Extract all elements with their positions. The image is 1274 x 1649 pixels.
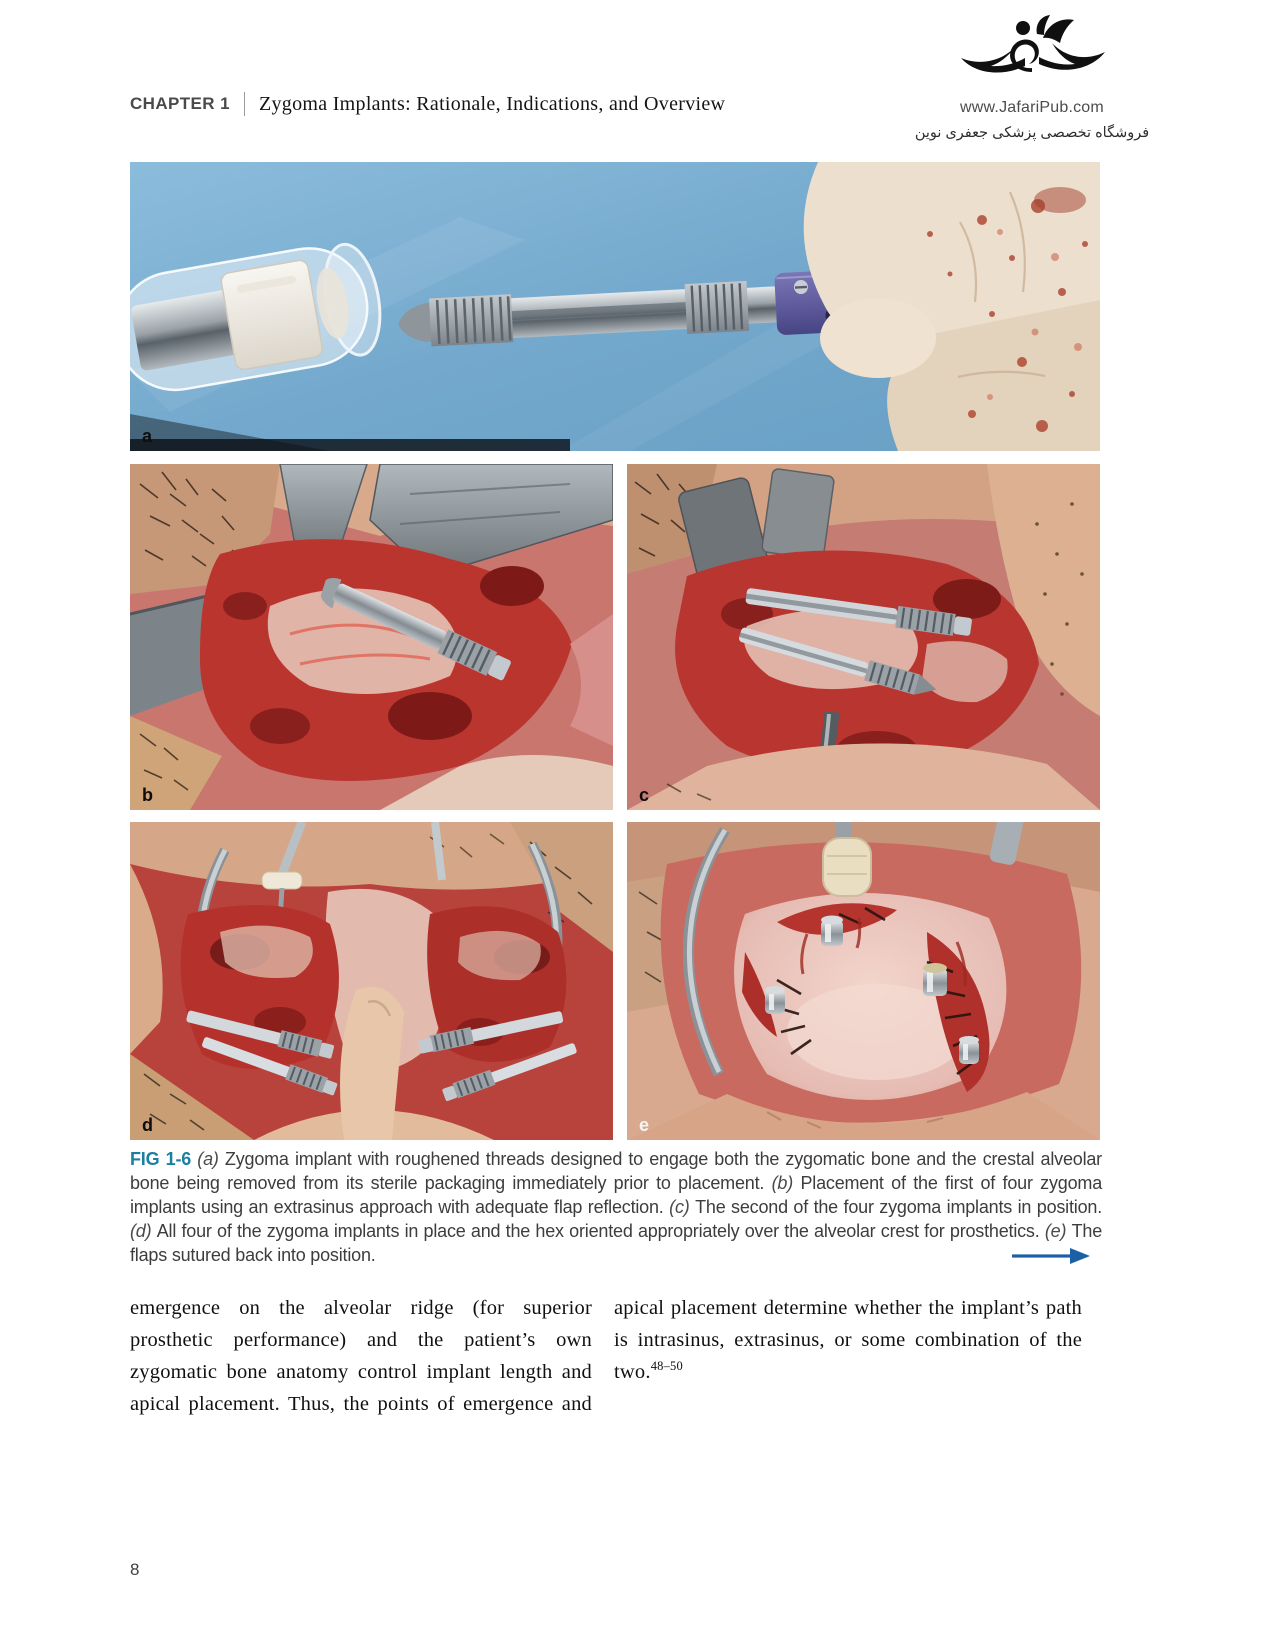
figure-panel-a-photo	[130, 162, 1100, 451]
body-text	[130, 1292, 1082, 1420]
surgery-second-implant-photo	[627, 464, 1100, 810]
caption-seg-c-text: The second of the four zygoma implants in position.	[695, 1197, 1102, 1217]
reference-superscript: 48–50	[650, 1359, 683, 1374]
surgery-sutured-flaps-photo	[627, 822, 1100, 1140]
chapter-header	[130, 92, 725, 116]
publisher-branding	[882, 14, 1182, 141]
figure-panel-e-photo	[627, 822, 1100, 1140]
publisher-url: www.JafariPub.com	[960, 99, 1104, 116]
panel-e-label: e	[639, 1115, 650, 1135]
caption-seg-e: (e)	[1044, 1221, 1072, 1241]
panel-b-label: b	[142, 785, 153, 805]
jafari-logo-icon	[947, 14, 1117, 92]
page-number: 8	[130, 1560, 140, 1579]
panel-d-label: d	[142, 1115, 153, 1135]
header-divider	[244, 92, 245, 116]
body-column-left: emergence on the alveolar ridge (for superior prosthetic performance) and the patient’s own zygomatic bone anatomy control implant length and apical placement. Thus, the points of emergence and	[130, 1297, 592, 1415]
figure-caption	[130, 1147, 1102, 1267]
figure-number: FIG 1-6	[130, 1149, 192, 1169]
body-column-right	[614, 1292, 1082, 1420]
panel-c-label: c	[639, 785, 650, 805]
chapter-title: Zygoma Implants: Rationale, Indications, and Overview	[258, 92, 726, 115]
chapter-label: CHAPTER 1	[130, 94, 230, 113]
panel-a-label: a	[142, 426, 153, 446]
caption-seg-b-text: Placement of the first of four zygoma implants using an extrasinus approach with adequate flap reflection.	[130, 1173, 1102, 1217]
body-column-right-text: apical placement determine whether the implant’s path is intrasinus, extrasinus, or some combination of the two.	[614, 1297, 1082, 1383]
figure-panel-c-photo	[627, 464, 1100, 810]
caption-seg-a-text: Zygoma implant with roughened threads designed to engage both the zygomatic bone and the crestal alveolar bone being removed from its sterile packaging immediately prior to placement.	[130, 1149, 1102, 1193]
caption-seg-d-text: All four of the zygoma implants in place and the hex oriented appropriately over the alveolar crest for prosthetics.	[156, 1221, 1045, 1241]
implant-packaging-photo	[130, 162, 1100, 451]
caption-seg-e-text: The flaps sutured back into position.	[130, 1221, 1103, 1265]
surgery-four-implants-photo	[130, 822, 613, 1140]
continued-arrow-icon	[1012, 1247, 1090, 1265]
caption-seg-c: (c)	[669, 1197, 696, 1217]
surgery-first-implant-photo	[130, 464, 613, 810]
caption-seg-b: (b)	[771, 1173, 801, 1193]
publisher-tagline: فروشگاه تخصصی پزشکی جعفری نوین	[914, 125, 1150, 141]
caption-seg-a: (a)	[191, 1149, 225, 1169]
figure-panel-d-photo	[130, 822, 613, 1140]
figure-panel-b-photo	[130, 464, 613, 810]
caption-seg-d: (d)	[130, 1221, 157, 1241]
